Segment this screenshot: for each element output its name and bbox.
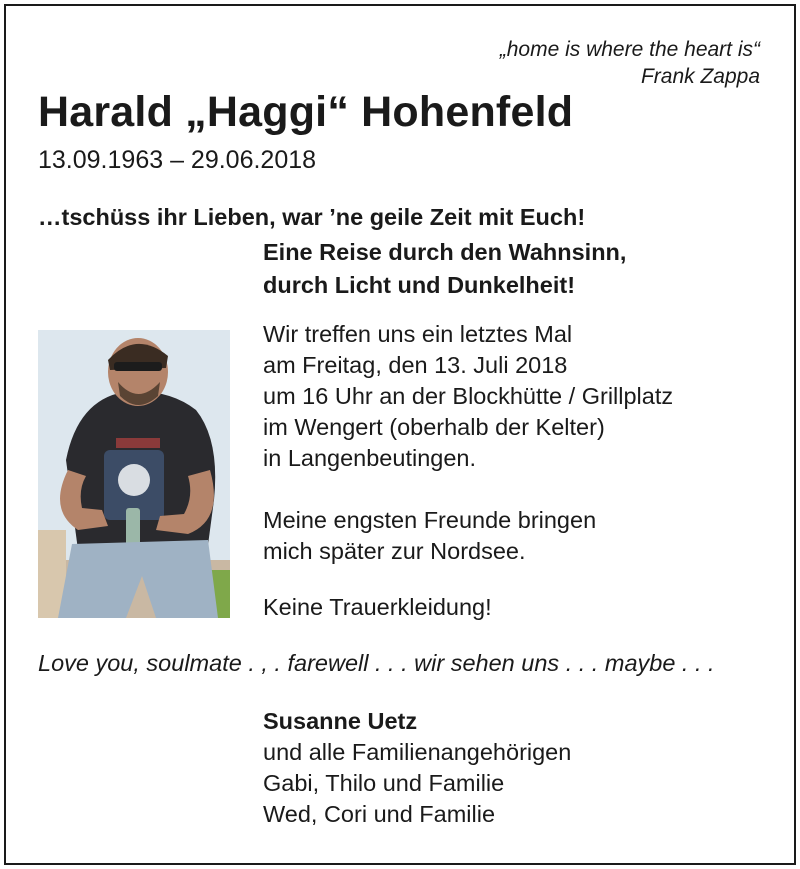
meeting-line: in Langenbeutingen. <box>263 445 477 471</box>
farewell-line-2: Eine Reise durch den Wahnsinn, <box>263 239 627 265</box>
quote-author: Frank Zappa <box>640 65 760 88</box>
signature-line: Gabi, Thilo und Familie <box>263 770 505 796</box>
meeting-line: im Wengert (oberhalb der Kelter) <box>263 414 605 440</box>
quote-text: „home is where the heart is“ <box>499 38 760 61</box>
meeting-line: Wir treffen uns ein letztes Mal <box>263 321 573 347</box>
farewell-line-1: …tschüss ihr Lieben, war ’ne geile Zeit mit Euch! <box>38 204 586 230</box>
deceased-name: Harald „Haggi“ Hohenfeld <box>38 88 574 136</box>
love-line: Love you, soulmate . , . farewell . . . wir sehen uns . . . maybe . . . <box>38 650 715 676</box>
friends-line: mich später zur Nordsee. <box>263 538 526 564</box>
friends-note <box>263 505 596 567</box>
signature-line: Wed, Cori und Familie <box>263 801 496 827</box>
portrait-photo <box>38 330 230 618</box>
life-dates: 13.09.1963 – 29.06.2018 <box>38 146 317 174</box>
friends-line: Meine engsten Freunde bringen <box>263 507 597 533</box>
signature-block <box>263 706 571 830</box>
portrait-illustration <box>38 330 230 618</box>
farewell-line-3: durch Licht und Dunkelheit! <box>263 272 576 298</box>
meeting-line: am Freitag, den 13. Juli 2018 <box>263 352 568 378</box>
signature-line: und alle Familienangehörigen <box>263 739 572 765</box>
quote-block <box>500 36 760 90</box>
dress-note: Keine Trauerkleidung! <box>263 594 492 620</box>
meeting-details <box>263 319 673 474</box>
signature-name: Susanne Uetz <box>263 708 418 734</box>
meeting-line: um 16 Uhr an der Blockhütte / Grillplatz <box>263 383 674 409</box>
farewell-block <box>263 236 626 302</box>
